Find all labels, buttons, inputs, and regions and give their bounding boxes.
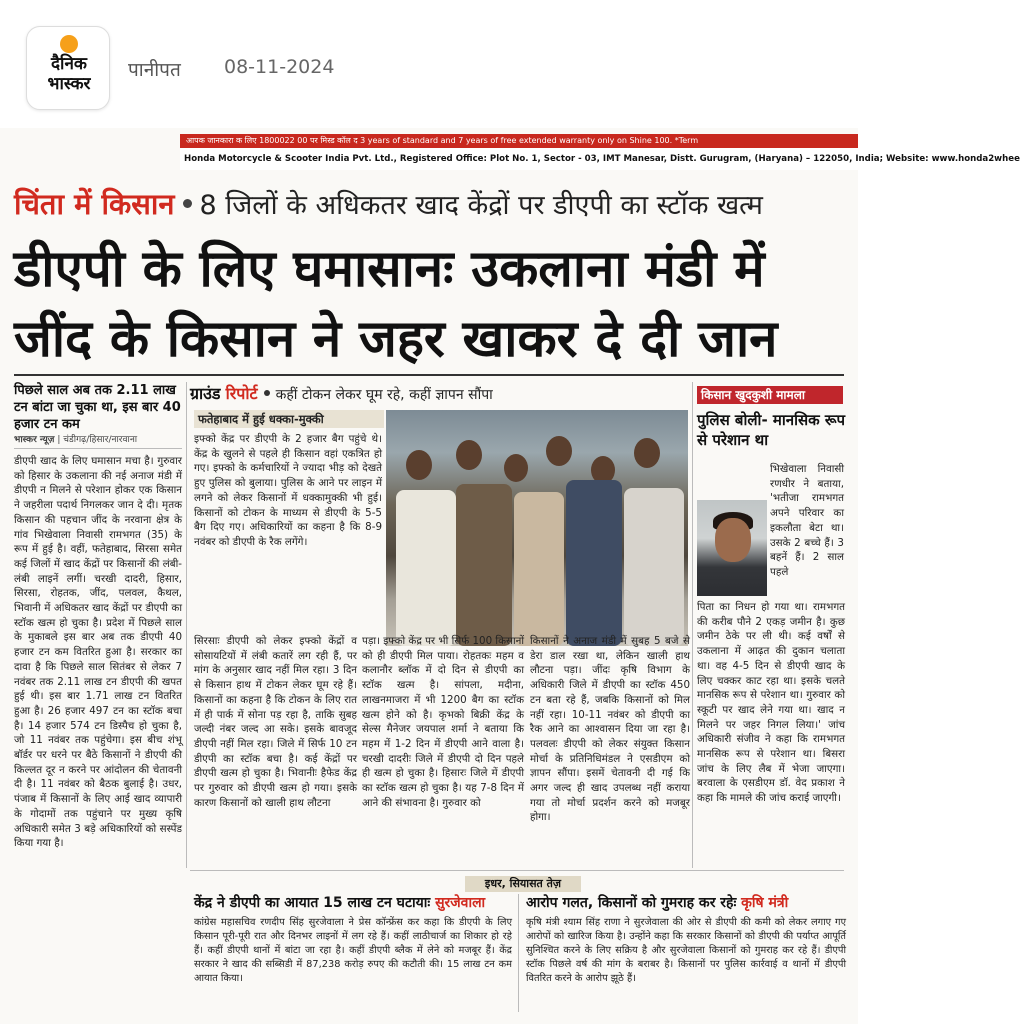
edition-date[interactable]: 08-11-2024 bbox=[224, 56, 335, 78]
right-bottom-text: कृषि मंत्री श्याम सिंह राणा ने सुरजेवाला की ओर से डीएपी की कमी को लेकर लगाए गए आरोपों को खारिज किया है। उन्होंने कहा कि सरकार किसानों को डीएपी की पर्याप्त आपूर्ति सुनिश्चित करने के लिए सक्रिय है और सुरजेवाला किसानों को गुमराह कर रहे हैं। डीएपी स्टॉक पिछले वर्ष की मांग के बराबर है। किसानों पर पुलिस कार्रवाई व थानों में डीएपी वितरित करने के आरोप झूठे हैं। bbox=[526, 917, 846, 984]
kicker bbox=[14, 184, 844, 224]
body-column-4: किसानों ने अनाज मंडी में सुबह 5 बजे से डेरा डाल रखा था, लेकिन खाली हाथ लौटना पड़ा। जींदः कृषि विभाग के अधिकारी जिले में डीएपी का स्टॉक 450 टन बता रहे हैं, जबकि किसानों को मिल नहीं रहा। 10-11 नवंबर को डीएपी का रैक आने का आश्वासन दिया जा रहा है। पलवलः डीएपी को लेकर संयुक्त किसान मोर्चा के प्रतिनिधिमंडल ने एसडीएम को ज्ञापन सौंपा। इसमें चेतावनी दी गई कि अगर जल्द ही खाद उपलब्ध नहीं कराया गया तो मोर्चा प्रदर्शन करने को मजबूर होगा। bbox=[530, 635, 690, 824]
side-column: पिता का निधन हो गया था। रामभगत की करीब पौने 2 एकड़ जमीन है। कुछ जमीन ठेके पर ली थी। कई वर्षों से उकलाना में आढ़त की दुकान चलाता था। वह 4-5 दिन से डीएपी खाद के लिए चक्कर काट रहा था। इसके चलते मानसिक रूप से परेशान था। गुरुवार को स्कूटी पर खाद लेने गया था। खाद न मिलने पर जहर निगल लिया।' जांच अधिकारी संजीव ने कहा कि रामभगत मानसिक रूप से परेशान था। बिसरा जांच के लिए लैब में भेजा जाएगा। बरवाला के एसडीएम डॉ. वेद प्रकाश ने कहा कि मामले की जांच कराई जाएगी। bbox=[697, 601, 845, 805]
edition-city[interactable]: पानीपत bbox=[128, 59, 181, 81]
byline bbox=[14, 432, 182, 449]
bullet-dot bbox=[183, 199, 192, 208]
side-intro: भिखेवाला निवासी रणधीर ने बताया, 'भतीजा रामभगत अपने परिवार का इकलौता बेटा था। उसके 2 बच्चे हैं। 3 बहनें हैं। 2 साल पहले bbox=[770, 463, 844, 578]
headline-line1: डीएपी के लिए घमासानः उकलाना मंडी में bbox=[14, 240, 765, 299]
ground-subhead: कहीं टोकन लेकर घूम रहे, कहीं ज्ञापन सौंपा bbox=[275, 387, 493, 403]
left-bottom-text: कांग्रेस महासचिव रणदीप सिंह सुरजेवाला ने प्रेस कॉन्फ्रेंस कर कहा कि डीएपी के लिए किसान पूरी-पूरी रात और दिनभर लाइनों में लग रहे हैं। कहीं लाठीचार्ज का शिकार हो रहे हैं। कहीं डीएपी थानों में बांटा जा रहा है। कहीं डीएपी ब्लैक में लेने को मजबूर हैं। केंद्र सरकार ने खाद की सब्सिडी में 87,238 करोड़ रुपए की कटौती की। 15 लाख टन कम आयात किया। bbox=[194, 917, 512, 984]
byline-agency: भास्कर न्यूज़ bbox=[14, 435, 55, 445]
ground-report-header bbox=[190, 382, 690, 404]
left-bottom-headline-name: सुरजेवाला bbox=[435, 895, 486, 911]
body-column-1: डीएपी खाद के लिए घमासान मचा है। गुरुवार को हिसार के उकलाना की नई अनाज मंडी में डीएपी न मिलने से परेशान होकर एक किसान ने जहरीला पदार्थ निगलकर जान दे दी। मृतक किसान की पहचान जींद के नरवाना क्षेत्र के गांव भिखेवाला निवासी रामभगत (35) के रूप में हुई है। वहीं, फतेहाबाद, सिरसा समेत कई जिलों में खाद केंद्रों पर किसानों की लंबी-लंबी लाइनें लगीं। चरखी दादरी, हिसार, सिरसा, रोहतक, जींद, पलवल, कैथल, भिवानी में अधिकतर खाद केंद्रों पर डीएपी का स्टॉक खत्म हो चुका है। प्रदेश में पिछले साल के मुकाबले इस बार अब तक डीएपी 40 हजार टन कम वितरित हुआ है। सरकार का दावा है कि पिछले साल सितंबर से लेकर 7 नवंबर तक 2.11 लाख टन डीएपी की खपत हुई थी। इस बार 1.71 लाख टन वितरित हुआ है। 26 हजार 497 टन का स्टॉक बचा है। 14 हजार 574 टन डिस्पैच हो चुका है, जो 11 नवंबर तक पहुंचेगा। इस बीच शंभू बॉर्डर पर धरने पर बैठे किसानों ने डीएपी की किल्लत दूर न करने पर आंदोलन की चेतावनी दी है। 11 नवंबर को बैठक बुलाई है। उधर, पंजाब में किसानों के लिए आई खाद व्यापारी के गोदामों तक पहुंचाने पर मुख्य कृषि अधिकारी समेत 3 बड़े अधिकारियों को सस्पेंड किया गया है। bbox=[14, 455, 182, 850]
kicker-label: चिंता में किसान bbox=[14, 187, 175, 221]
crowd-photo bbox=[386, 410, 688, 646]
khudkushi-tag: किसान खुदकुशी मामला bbox=[697, 386, 843, 404]
right-bottom-headline bbox=[526, 894, 846, 912]
headline-line2: जींद के किसान ने जहर खाकर दे दी जान bbox=[14, 310, 778, 369]
ground-tag-red: रिपोर्ट bbox=[225, 384, 258, 403]
left-bottom-headline-text: केंद्र ने डीएपी का आयात 15 लाख टन घटायाः bbox=[194, 895, 436, 911]
ad-strip-bottom: Honda Motorcycle & Scooter India Pvt. Ltd., Registered Office: Plot No. 1, Sector - 03, IMT Manesar, Distt. Gurugram, (Haryana) – 122050, India; Website: www.honda2whee bbox=[180, 148, 858, 170]
logo-text-line2: भास्कर bbox=[47, 74, 91, 94]
body-column-3: पड़ा। इफ्को केंद्र पर भी सिर्फ 100 किसानों को ही डीएपी मिल पाया। रोहतकः महम व कलानौर ब्लॉक में दो दिन से डीएपी का स्टॉक खत्म है। सांपला, मदीना, लाखनमाजरा में भी 1200 बैग का स्टॉक खत्म होने को है। कृभको बिक्री केंद्र के सेल्स मैनेजर जयपाल शर्मा ने बताया कि महम में 1-2 दिन में डीएपी आने वाला है। चरखी दादरीः जिले में डीएपी दो दिन पहले ही खत्म हो चुका है। हिसारः जिले में डीएपी का स्टॉक खत्म हो चुका है। यह 7-8 दिन में आने की संभावना है। गुरुवार को bbox=[362, 635, 524, 809]
right-bottom-headline-text: आरोप गलत, किसानों को गुमराह कर रहेः bbox=[526, 895, 742, 911]
fatehabad-text: इफ्को केंद्र पर डीएपी के 2 हजार बैग पहुंचे थे। केंद्र के खुलने से पहले ही किसान वहां एकत्रित हो गए। इफ्को के कर्मचारियों ने ज्यादा भीड़ को देखते हुए पुलिस को बुलाया। पुलिस के आने पर लाइन में लगने को लेकर किसानों में धक्कामुक्की भी हुई। किसानों को टोकन के माध्यम से डीएपी के 5-5 बैग दिए गए। अधिकारियों का कहना है कि 8-9 नवंबर को डीएपी के रैक लगेंगे। bbox=[194, 433, 382, 548]
sun-icon bbox=[60, 35, 78, 53]
bullet-dot bbox=[264, 390, 270, 396]
newspaper-page bbox=[0, 128, 1020, 1024]
headline-divider bbox=[14, 374, 844, 376]
ad-strip-top: आपक जानकारा क लिए 1800022 00 पर मिस्ड कॉल द 3 years of standard and 7 years of free extended warranty only on Shine 100. *Term bbox=[180, 134, 858, 148]
logo-text-line1: दैनिक bbox=[51, 54, 87, 74]
subhead: पिछले साल अब तक 2.11 लाख टन बांटा जा चुका था, इस बार 40 हजार टन कम bbox=[14, 383, 181, 432]
ground-tag: ग्राउंड bbox=[190, 384, 221, 403]
police-subhead: पुलिस बोली- मानसिक रूप से परेशान था bbox=[697, 411, 846, 449]
byline-places: | चंडीगढ़/हिसार/नारवाना bbox=[54, 435, 138, 445]
body-column-2: सिरसाः डीएपी को लेकर इफ्को केंद्रों व सोसायटियों में लंबी कतारें लग रही हैं, पर मांग के अनुसार खाद नहीं मिल रहा। 3 दिन से किसान हाथ में टोकन लेकर घूम रहे हैं। किसानों का कहना है कि टोकन के लिए रात में ही पार्क में सोना पड़ रहा है, ताकि सुबह जल्दी नंबर जल्द आ सके। इसके बावजूद डीएपी नहीं मिल रहा। जिले में सिर्फ 10 टन डीएपी का स्टॉक बचा है। कई केंद्रों पर डीएपी खत्म हो चुका है। भिवानीः हैफेड केंद्र पर गुरुवार को डीएपी खत्म हो गया। इसके कारण किसानों को खाली हाथ लौटना bbox=[194, 635, 357, 809]
section-divider bbox=[190, 870, 844, 871]
kicker-text: 8 जिलों के अधिकतर खाद केंद्रों पर डीएपी का स्टॉक खत्म bbox=[199, 190, 763, 221]
column-rule bbox=[518, 894, 519, 1012]
dainik-bhaskar-logo[interactable] bbox=[26, 26, 110, 110]
victim-portrait bbox=[697, 500, 767, 596]
column-rule bbox=[692, 382, 693, 868]
column-rule bbox=[186, 382, 187, 868]
fatehabad-label: फतेहाबाद में हुई धक्का-मुक्की bbox=[194, 410, 384, 428]
siyasat-tag: इधर, सियासत तेज़ bbox=[465, 876, 581, 892]
left-bottom-headline bbox=[194, 894, 512, 912]
right-bottom-headline-name: कृषि मंत्री bbox=[741, 895, 789, 911]
app-header bbox=[0, 0, 858, 128]
